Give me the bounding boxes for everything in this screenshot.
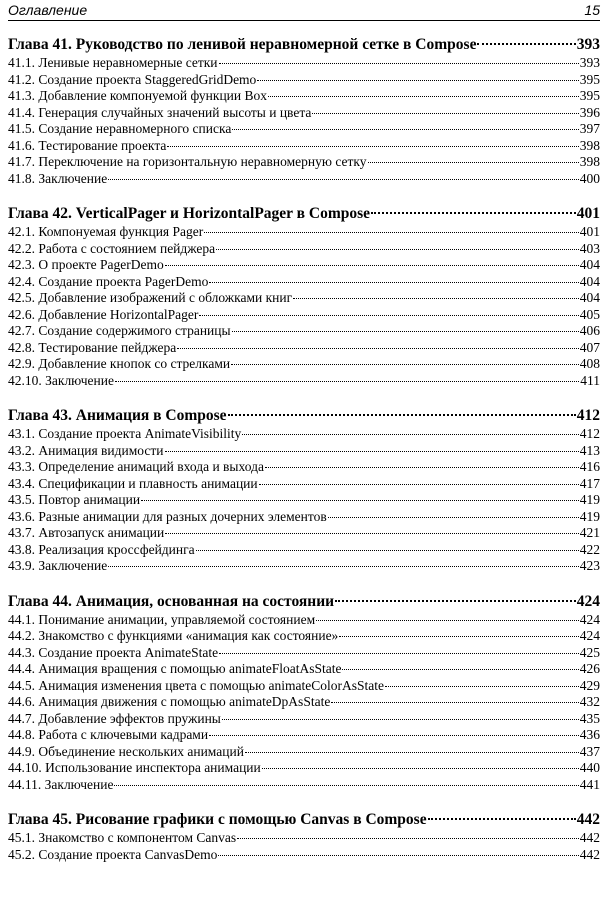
section-entry[interactable]: [8, 558, 600, 575]
section-entry-page: 411: [580, 372, 600, 388]
dot-leader: [114, 785, 578, 786]
dot-leader: [108, 566, 579, 567]
section-entry-title: 43.4. Спецификации и плавность анимации: [8, 475, 258, 491]
chapter-block: [8, 591, 600, 794]
section-entry-title: 43.3. Определение анимаций входа и выхода: [8, 459, 264, 474]
section-entry-title: 42.6. Добавление HorizontalPager: [8, 306, 199, 322]
section-entry-page: 398: [579, 137, 600, 153]
section-entry-page: 416: [579, 459, 600, 474]
section-entry-title: 41.6. Тестирование проекта: [8, 137, 167, 153]
section-entry[interactable]: [8, 542, 600, 559]
section-entry[interactable]: [8, 373, 600, 390]
section-entry-title: 41.5. Создание неравномерного списка: [8, 121, 232, 136]
dot-leader: [167, 146, 578, 147]
dot-leader: [228, 414, 576, 416]
section-entry[interactable]: [8, 88, 600, 105]
section-entry-title: 45.2. Создание проекта CanvasDemo: [8, 846, 218, 862]
section-entry[interactable]: [8, 307, 600, 324]
section-entry-page: 442: [579, 830, 600, 845]
dot-leader: [265, 467, 579, 468]
section-entry[interactable]: [8, 72, 600, 89]
section-entry-title: 44.2. Знакомство с функциями «анимация как состояние»: [8, 628, 339, 643]
dot-leader: [209, 735, 579, 736]
section-entry-page: 404: [579, 257, 600, 272]
section-entry-title: 42.3. О проекте PagerDemo: [8, 257, 164, 272]
section-entry-title: 44.1. Понимание анимации, управляемой состоянием: [8, 611, 316, 627]
section-entry-title: 41.7. Переключение на горизонтальную неравномерную сетку: [8, 154, 367, 169]
section-entry[interactable]: [8, 777, 600, 794]
chapter-block: [8, 203, 600, 389]
chapter-heading-page: 393: [576, 36, 600, 53]
section-entry-page: 405: [579, 306, 600, 322]
chapter-heading[interactable]: [8, 405, 600, 426]
section-entry[interactable]: [8, 323, 600, 340]
section-entry-title: 42.1. Компонуемая функция Pager: [8, 224, 204, 239]
dot-leader: [331, 702, 578, 703]
section-entry-title: 41.1. Ленивые неравномерные сетки: [8, 55, 218, 70]
table-of-contents: [8, 34, 600, 879]
dot-leader: [293, 298, 579, 299]
section-entry[interactable]: [8, 645, 600, 662]
section-entry-title: 44.3. Создание проекта AnimateState: [8, 644, 219, 660]
chapter-heading-title: Глава 41. Руководство по ленивой неравномерной сетке в Compose: [8, 36, 477, 53]
chapter-heading-title: Глава 44. Анимация, основанная на состоянии: [8, 592, 335, 610]
section-entry[interactable]: [8, 661, 600, 678]
section-entry-title: 41.2. Создание проекта StaggeredGridDemo: [8, 71, 257, 87]
section-entry-page: 442: [579, 846, 600, 862]
section-entry-title: 42.7. Создание содержимого страницы: [8, 323, 231, 338]
chapter-block: [8, 809, 600, 863]
section-entry-page: 435: [579, 710, 600, 726]
section-entry-page: 425: [579, 644, 600, 660]
section-entry-title: 43.1. Создание проекта AnimateVisibility: [8, 426, 242, 441]
section-entry-title: 44.10. Использование инспектора анимации: [8, 760, 261, 775]
dot-leader: [368, 162, 579, 163]
section-entry-page: 421: [579, 525, 600, 540]
chapter-heading-title: Глава 42. VerticalPager и HorizontalPager в Compose: [8, 205, 371, 222]
chapter-block: [8, 34, 600, 187]
section-entry-page: 393: [579, 55, 600, 70]
section-entry-title: 43.8. Реализация кроссфейдинга: [8, 541, 195, 557]
section-entry-title: 42.2. Работа с состоянием пейджера: [8, 240, 216, 256]
chapter-heading-page: 424: [576, 592, 600, 610]
dot-leader: [196, 550, 579, 551]
dot-leader: [237, 838, 579, 839]
section-entry-page: 404: [579, 290, 600, 305]
section-entry-page: 395: [579, 71, 600, 87]
section-entry[interactable]: [8, 628, 600, 645]
dot-leader: [165, 451, 579, 452]
section-entry-page: 407: [579, 339, 600, 355]
section-entry-page: 424: [579, 628, 600, 643]
dot-leader: [165, 533, 579, 534]
dot-leader: [219, 63, 579, 64]
section-entry-page: 406: [579, 323, 600, 338]
section-entry[interactable]: [8, 492, 600, 509]
chapter-heading[interactable]: [8, 203, 600, 224]
section-entry-page: 412: [579, 426, 600, 441]
section-entry[interactable]: [8, 760, 600, 777]
section-entry[interactable]: [8, 224, 600, 241]
dot-leader: [268, 96, 579, 97]
section-entry-page: 398: [579, 154, 600, 169]
dot-leader: [165, 265, 579, 266]
section-entry-title: 43.5. Повтор анимации: [8, 492, 141, 507]
dot-leader: [177, 348, 579, 349]
section-entry[interactable]: [8, 525, 600, 542]
dot-leader: [477, 43, 575, 45]
section-entry-page: 432: [579, 694, 600, 709]
section-entry[interactable]: [8, 121, 600, 138]
chapter-heading-page: 442: [576, 811, 600, 828]
dot-leader: [371, 212, 576, 214]
section-entry-page: 426: [579, 661, 600, 676]
section-entry-page: 408: [579, 356, 600, 371]
section-entry[interactable]: [8, 830, 600, 847]
section-entry-title: 42.5. Добавление изображений с обложками книг: [8, 290, 293, 305]
chapter-heading[interactable]: [8, 809, 600, 830]
section-entry-title: 42.8. Тестирование пейджера: [8, 339, 177, 355]
section-entry[interactable]: [8, 694, 600, 711]
section-entry-page: 436: [579, 727, 600, 742]
section-entry[interactable]: [8, 340, 600, 357]
dot-leader: [339, 636, 578, 637]
section-entry[interactable]: [8, 55, 600, 72]
section-entry-title: 42.10. Заключение: [8, 372, 114, 388]
chapter-heading-title: Глава 43. Анимация в Compose: [8, 407, 227, 424]
dot-leader: [108, 179, 579, 180]
section-entry-page: 413: [579, 442, 600, 458]
page-header: [8, 0, 600, 21]
section-entry-title: 45.1. Знакомство с компонентом Canvas: [8, 830, 237, 845]
section-entry-page: 424: [579, 611, 600, 627]
section-entry[interactable]: [8, 154, 600, 171]
section-entry-title: 42.9. Добавление кнопок со стрелками: [8, 356, 231, 371]
section-entry[interactable]: [8, 290, 600, 307]
section-entry-page: 401: [579, 224, 600, 239]
section-entry-title: 41.3. Добавление компонуемой функции Box: [8, 88, 267, 103]
dot-leader: [218, 855, 578, 856]
dot-leader: [219, 653, 579, 654]
dot-leader: [328, 517, 579, 518]
section-entry[interactable]: [8, 744, 600, 761]
dot-leader: [342, 669, 578, 670]
dot-leader: [141, 500, 579, 501]
section-entry-title: 44.9. Объединение нескольких анимаций: [8, 743, 244, 759]
section-entry-page: 429: [579, 677, 600, 693]
dot-leader: [259, 484, 579, 485]
section-entry[interactable]: [8, 171, 600, 188]
section-entry-title: 43.9. Заключение: [8, 558, 108, 573]
dot-leader: [222, 719, 579, 720]
dot-leader: [335, 600, 576, 602]
dot-leader: [232, 331, 579, 332]
section-entry-title: 44.7. Добавление эффектов пружины: [8, 710, 221, 726]
dot-leader: [216, 249, 579, 250]
section-entry-page: 397: [579, 121, 600, 136]
section-entry[interactable]: [8, 727, 600, 744]
chapter-block: [8, 405, 600, 575]
section-entry-title: 41.4. Генерация случайных значений высоты и цвета: [8, 104, 312, 120]
dot-leader: [242, 434, 578, 435]
section-entry-page: 422: [579, 541, 600, 557]
section-entry-title: 41.8. Заключение: [8, 170, 108, 186]
chapter-heading-page: 401: [576, 205, 600, 222]
dot-leader: [209, 282, 578, 283]
section-entry-page: 437: [579, 743, 600, 759]
dot-leader: [231, 364, 579, 365]
section-entry-page: 403: [579, 240, 600, 256]
dot-leader: [199, 315, 578, 316]
section-entry-title: 44.8. Работа с ключевыми кадрами: [8, 727, 209, 742]
dot-leader: [312, 113, 578, 114]
section-entry-title: 44.6. Анимация движения с помощью animateDpAsState: [8, 694, 331, 709]
section-entry-title: 42.4. Создание проекта PagerDemo: [8, 273, 209, 289]
section-entry[interactable]: [8, 711, 600, 728]
chapter-heading-page: 412: [576, 407, 600, 424]
dot-leader: [385, 686, 579, 687]
section-entry[interactable]: [8, 509, 600, 526]
section-entry[interactable]: [8, 476, 600, 493]
section-entry-page: 423: [579, 558, 600, 573]
dot-leader: [428, 818, 576, 820]
section-entry-page: 440: [579, 760, 600, 775]
dot-leader: [316, 620, 579, 621]
section-entry[interactable]: [8, 356, 600, 373]
section-entry[interactable]: [8, 612, 600, 629]
chapter-heading[interactable]: [8, 34, 600, 55]
section-entry-page: 395: [579, 88, 600, 103]
dot-leader: [257, 80, 578, 81]
dot-leader: [245, 752, 579, 753]
section-entry-page: 396: [579, 104, 600, 120]
header-title: Оглавление: [8, 2, 88, 18]
section-entry[interactable]: [8, 459, 600, 476]
section-entry[interactable]: [8, 274, 600, 291]
section-entry[interactable]: [8, 847, 600, 864]
section-entry-page: 404: [579, 273, 600, 289]
header-page-number: 15: [584, 2, 600, 18]
section-entry-title: 43.7. Автозапуск анимации: [8, 525, 165, 540]
chapter-heading-title: Глава 45. Рисование графики с помощью Canvas в Compose: [8, 811, 427, 828]
section-entry-page: 419: [579, 492, 600, 507]
section-entry-title: 44.5. Анимация изменения цвета с помощью animateColorAsState: [8, 677, 385, 693]
section-entry-title: 44.4. Анимация вращения с помощью animateFloatAsState: [8, 661, 342, 676]
dot-leader: [115, 381, 579, 382]
section-entry-title: 43.6. Разные анимации для разных дочерних элементов: [8, 508, 327, 524]
section-entry[interactable]: [8, 443, 600, 460]
dot-leader: [204, 232, 579, 233]
section-entry[interactable]: [8, 105, 600, 122]
dot-leader: [232, 129, 578, 130]
section-entry-page: 441: [579, 776, 600, 792]
section-entry[interactable]: [8, 678, 600, 695]
section-entry-title: 44.11. Заключение: [8, 776, 114, 792]
section-entry[interactable]: [8, 138, 600, 155]
section-entry-page: 400: [579, 170, 600, 186]
section-entry-page: 417: [579, 475, 600, 491]
section-entry[interactable]: [8, 241, 600, 258]
section-entry[interactable]: [8, 257, 600, 274]
dot-leader: [262, 768, 579, 769]
section-entry[interactable]: [8, 426, 600, 443]
chapter-heading[interactable]: [8, 591, 600, 612]
section-entry-title: 43.2. Анимация видимости: [8, 442, 164, 458]
section-entry-page: 419: [579, 508, 600, 524]
